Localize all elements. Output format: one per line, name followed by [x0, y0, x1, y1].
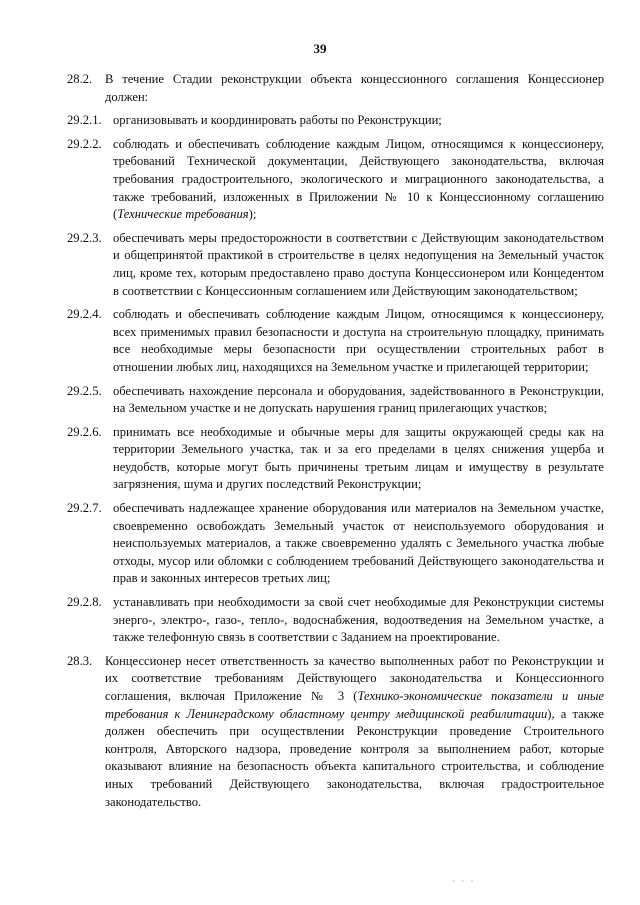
clause-text	[67, 230, 604, 300]
clause-number: 29.2.3.	[67, 230, 102, 245]
page-number: 39	[313, 41, 327, 56]
clause-29-2-5	[67, 383, 604, 418]
clause-29-2-1	[67, 112, 604, 130]
clause-text	[67, 136, 604, 224]
clause-text	[67, 306, 604, 376]
clause-text-segment: устанавливать при необходимости за свой счет необходимые для Реконструкции системы энерго-, электро-, газо-, тепло-, водоснабжения, водоотведения на Земельном участке, а также телефонную связь в соответствии с Заданием на проектирование.	[113, 595, 604, 645]
clause-text	[67, 653, 604, 811]
scan-marks: · · ·	[452, 876, 476, 886]
clause-text-segment: ), а также должен обеспечить при осуществлении Реконструкции проведение Строительного контроля, Авторского надзора, проведение контроля за выполнением работ, которые оказывают влияние на безопасность объекта капитального строительства, и соблюдение иных требований Действующего законодательства, включая градостроительное законодательство.	[105, 706, 604, 809]
clause-number: 29.2.5.	[67, 383, 102, 398]
clause-text	[67, 500, 604, 588]
clause-text	[67, 112, 604, 130]
clause-text	[67, 424, 604, 494]
clause-text	[67, 594, 604, 647]
clause-number: 29.2.1.	[67, 113, 102, 128]
clause-text-segment: Концессионер несет ответственность за качество выполненных работ по Реконструкции и их соответствие требованиям Действующего законодательства и Концессионного соглашения, включая Приложение № 3 (	[105, 653, 604, 703]
clause-text-segment: соблюдать и обеспечивать соблюдение каждым Лицом, относящимся к концессионеру, всех применимых правил безопасности и доступа на строительную площадку, принимать все необходимые меры безопасности при осуществлении строительных работ в отношении любых лиц, находящихся на Земельном участке и прилегающей территории;	[113, 307, 604, 374]
clause-number: 29.2.6.	[67, 424, 102, 439]
clause-28-3	[67, 653, 604, 811]
clause-29-2-3	[67, 230, 604, 300]
clause-text	[67, 383, 604, 418]
clause-text-segment: соблюдать и обеспечивать соблюдение каждым Лицом, относящимся к концессионеру, требований Технической документации, Действующего законодательства, включая требования градостроительного, экологического и миграционного законодательства, а также требований, изложенных в Приложении № 10 к Концессионному соглашению (	[113, 136, 604, 222]
clause-number: 28.3.	[67, 653, 93, 668]
clause-29-2-8	[67, 594, 604, 647]
clause-italic-text: Технические требования	[117, 207, 249, 222]
clause-29-2-6	[67, 424, 604, 494]
clause-29-2-7	[67, 500, 604, 588]
document-body	[67, 71, 604, 817]
clause-text	[67, 71, 604, 106]
clause-number: 28.2.	[67, 72, 93, 86]
clause-number: 29.2.4.	[67, 307, 102, 322]
clause-number: 29.2.7.	[67, 501, 102, 516]
clause-29-2-2	[67, 136, 604, 224]
clause-29-2-4	[67, 306, 604, 376]
clause-number: 29.2.8.	[67, 595, 102, 610]
clause-text-segment: обеспечивать надлежащее хранение оборудования или материалов на Земельном участке, своевременно освобождать Земельный участок от неиспользуемого оборудования и неиспользуемых материалов, а также своевременно удалять с Земельного участка любые отходы, мусор или обломки с соблюдением требований Действующего законодательства и прав и законных интересов третьих лиц;	[113, 501, 604, 586]
clause-text-segment: организовывать и координировать работы по Реконструкции;	[113, 113, 442, 128]
clause-text-segment: В течение Стадии реконструкции объекта концессионного соглашения Концессионер должен:	[105, 72, 604, 104]
clause-text-segment: обеспечивать меры предосторожности в соответствии с Действующим законодательством и общепринятой практикой в строительстве в целях недопущения на Земельный участок лиц, кроме тех, которым предоставлено право доступа Концессионером или Концедентом в соответствии с Концессионным соглашением или Действующим законодательством;	[113, 230, 604, 298]
clause-28-2	[67, 71, 604, 106]
clause-italic-text: Технико-экономические показатели и иные требования к Ленинградскому областному центру медицинской реабилитации	[105, 689, 604, 721]
clause-text-segment: принимать все необходимые и обычные меры для защиты окружающей среды как на территории Земельного участка, так и за его пределами в целях снижения ущерба и неудобств, которые могут быть причинены третьим лицам и имуществу в результате загрязнения, шума и других последствий Реконструкции;	[113, 424, 604, 492]
clause-text-segment: );	[248, 207, 257, 222]
clause-text-segment: обеспечивать нахождение персонала и оборудования, задействованного в Реконструкции, на Земельном участке и не допускать нарушения границ прилегающих участков;	[113, 383, 604, 416]
clause-number: 29.2.2.	[67, 136, 102, 151]
